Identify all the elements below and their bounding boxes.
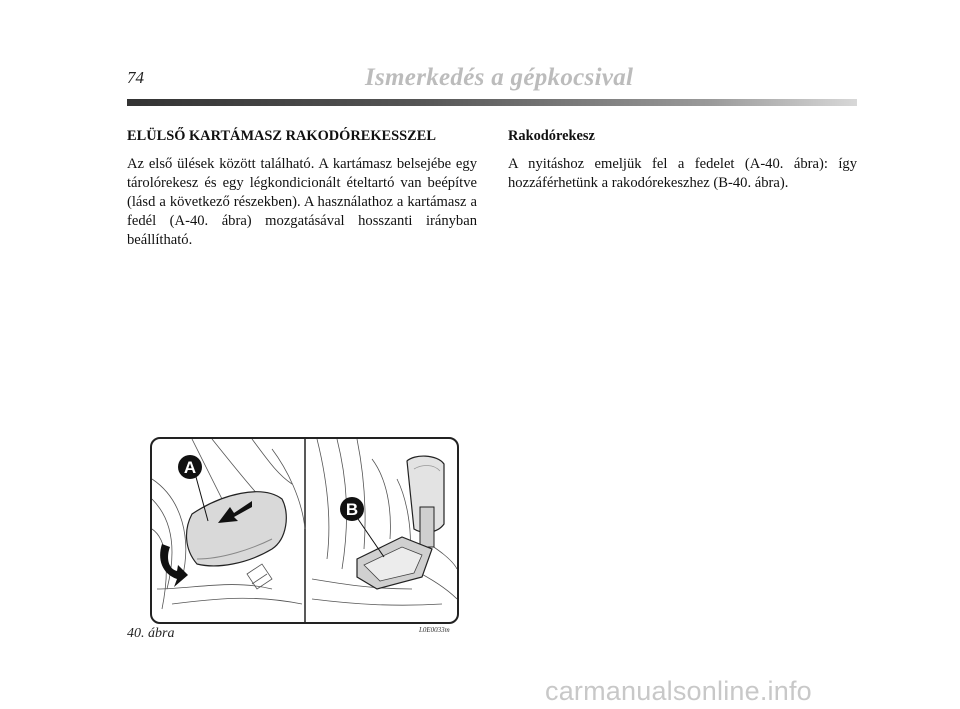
lift-arrow-icon [160, 544, 188, 587]
right-column [508, 127, 857, 193]
armrest-heading: ELÜLSŐ KARTÁMASZ RAKODÓREKESSZEL [127, 128, 436, 144]
figure-code: L0E0033m [419, 626, 450, 634]
header-rule [127, 99, 857, 106]
compartment-heading: Rakodórekesz [508, 128, 595, 144]
lid-hinge [420, 507, 434, 547]
section-title: Ismerkedés a gépkocsival [365, 64, 634, 91]
figure-caption: 40. ábra [127, 626, 175, 641]
compartment-paragraph: A nyitáshoz emeljük fel a fedelet (A-40. ábra): így hozzáférhetünk a rakodórekeszhez (B-40. ábra). [508, 156, 857, 191]
label-a: A [183, 458, 197, 477]
armrest-lid [187, 492, 287, 566]
left-column [127, 127, 477, 250]
armrest-paragraph: Az első ülések között található. A kartámasz belsejébe egy tárolórekesz és egy légkondicionált ételtartó van beépítve (lásd a következő részekben). A használathoz a kartámasz a fedél (A-40. ábra) mozgatásával hosszanti irányban beállítható. [127, 156, 477, 248]
watermark: carmanualsonline.info [545, 676, 812, 706]
label-b: B [345, 500, 359, 519]
page-number: 74 [127, 68, 144, 87]
armrest-drawing [152, 439, 457, 622]
armrest-illustration [150, 437, 459, 624]
